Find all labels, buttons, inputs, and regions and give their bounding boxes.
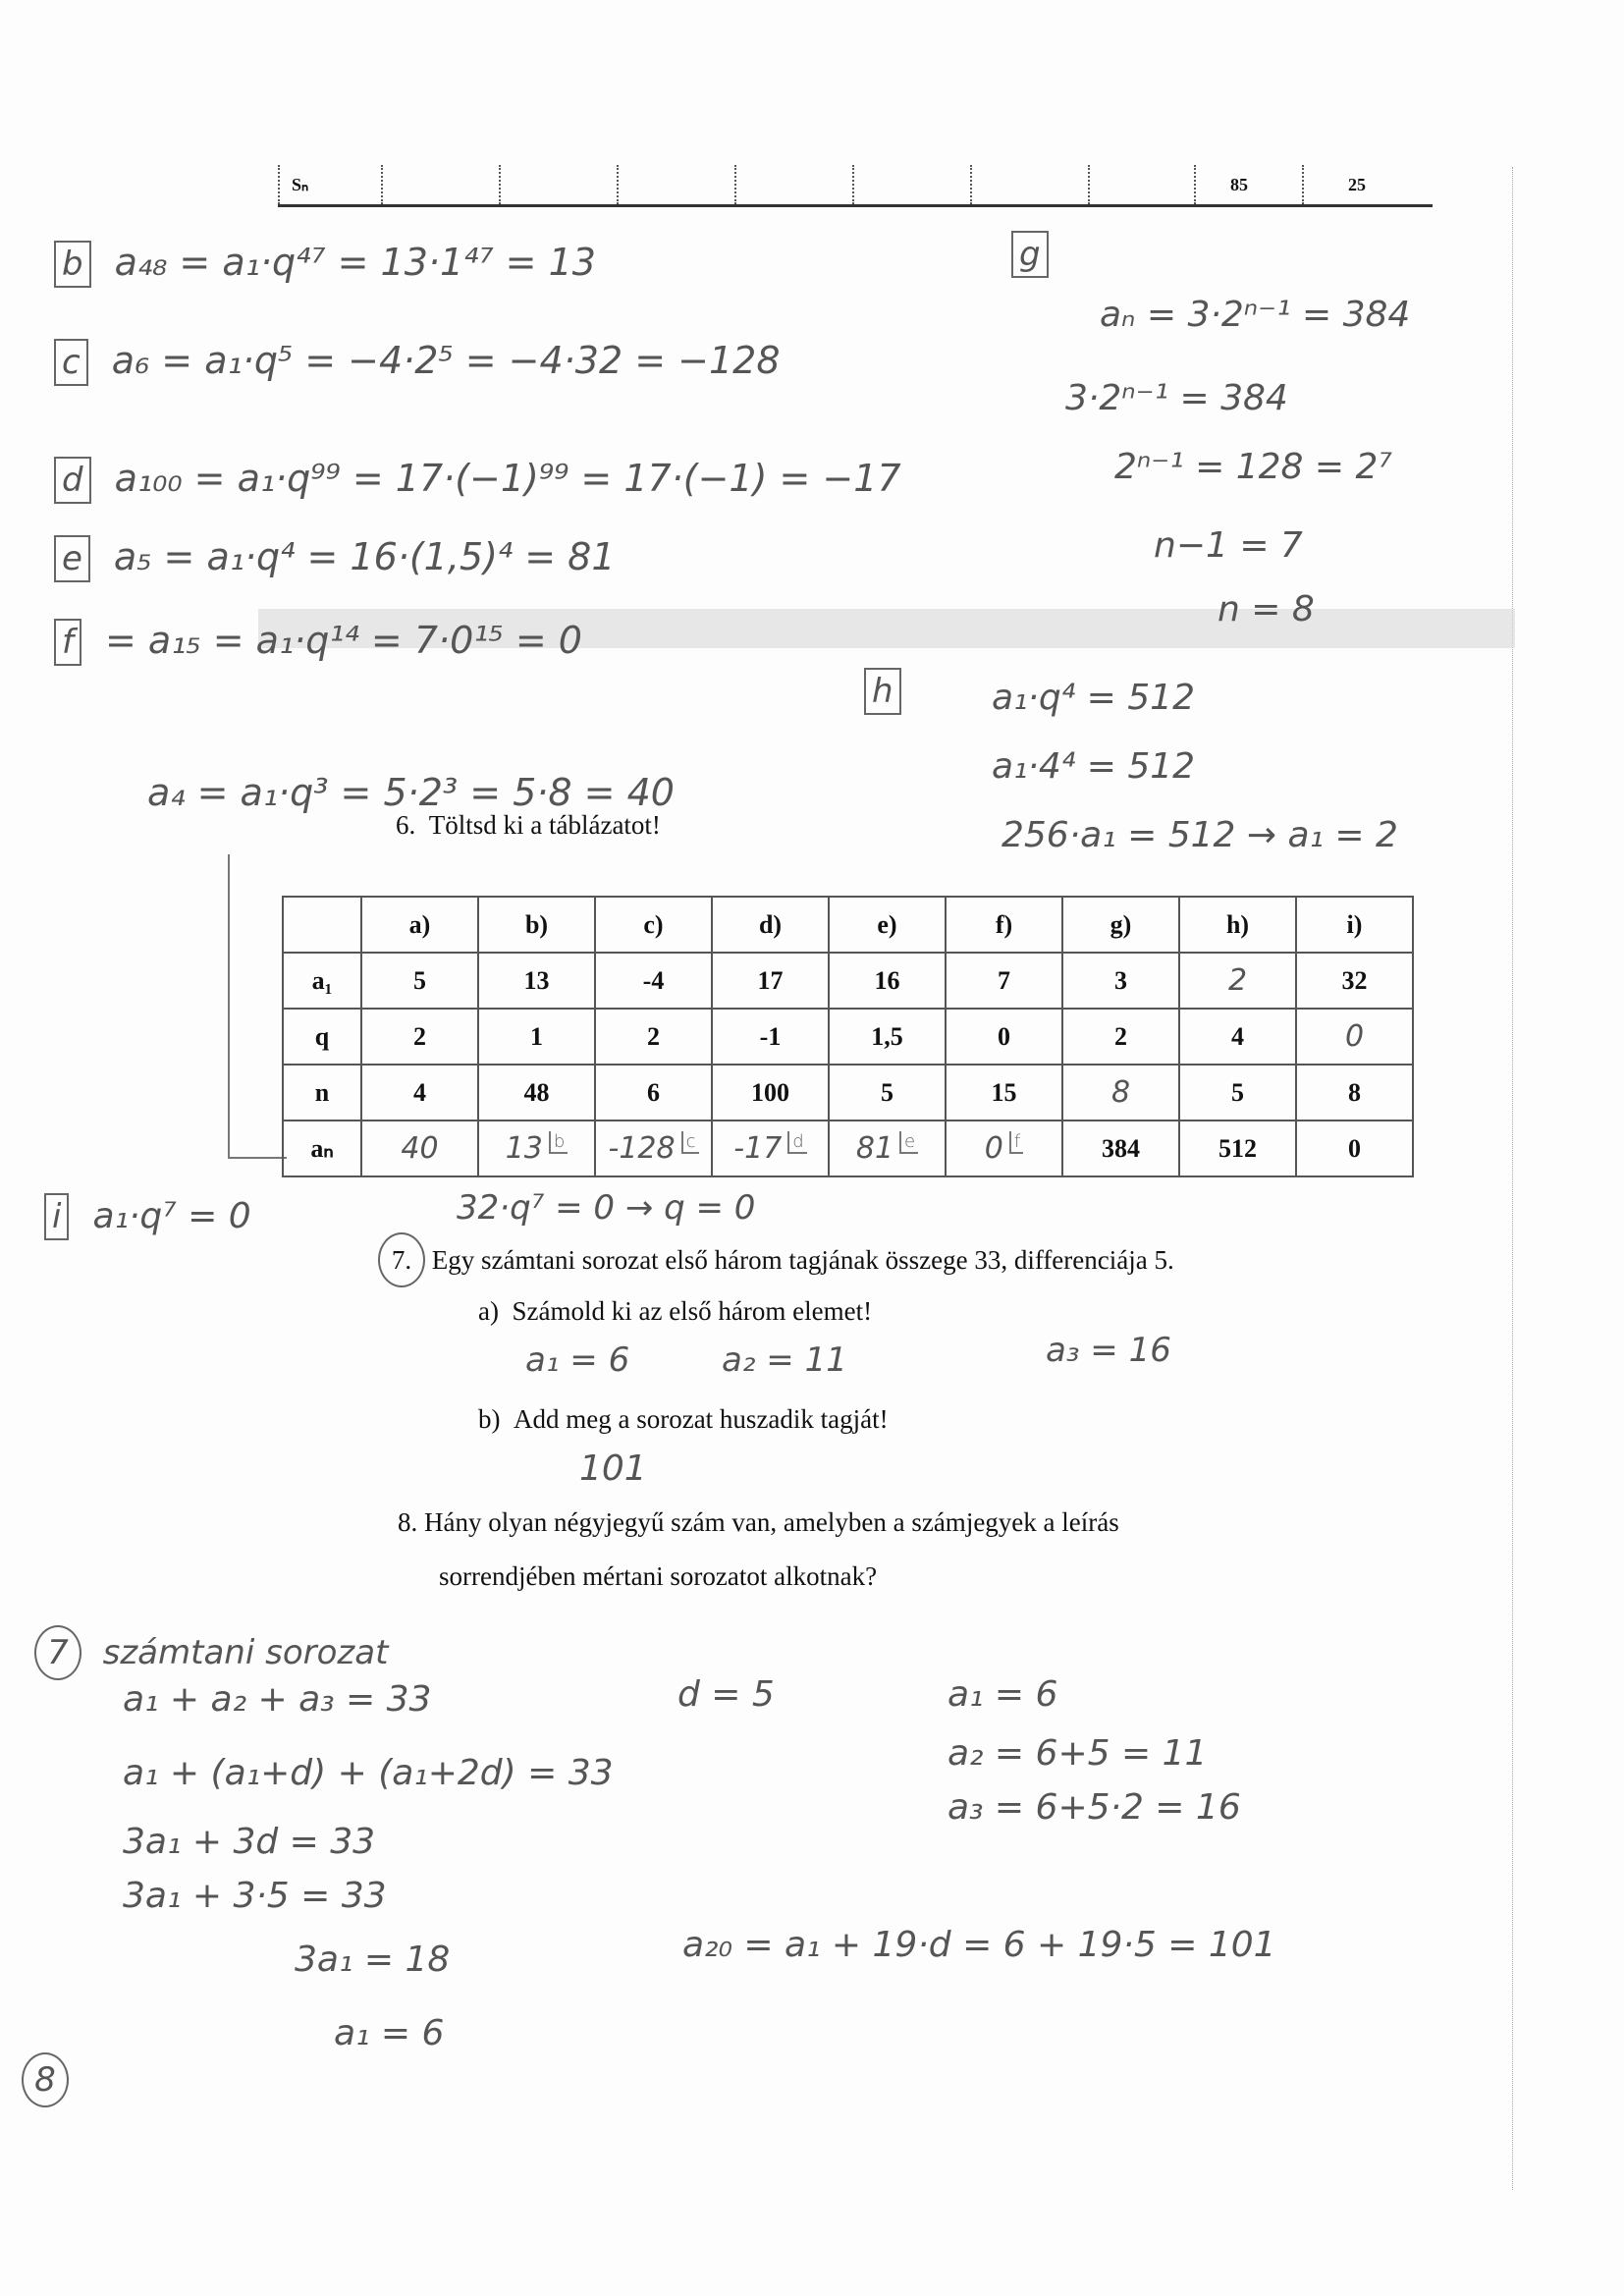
strip-cell — [970, 165, 1102, 204]
table-cell: 13 — [478, 953, 595, 1009]
table-cell-handwritten — [829, 1121, 946, 1176]
task7-heading — [378, 1232, 1174, 1287]
table-cell-handwritten — [478, 1121, 595, 1176]
solution-b — [54, 241, 596, 288]
tag-box: e — [54, 535, 90, 582]
table-row — [283, 1121, 1413, 1176]
solution-expr: a₁₀₀ = a₁·q⁹⁹ = 17·(−1)⁹⁹ = 17·(−1) = −17 — [114, 457, 901, 500]
task7a-answer: a₂ = 11 — [722, 1340, 847, 1380]
task-text: Egy számtani sorozat első három tagjának összege 33, differenciája 5. — [431, 1245, 1174, 1275]
table-header-cell: c) — [595, 897, 712, 953]
work7-right-line: a₃ = 6+5·2 = 16 — [947, 1787, 1241, 1828]
solution-i-expr2: 32·q⁷ = 0 → q = 0 — [457, 1188, 756, 1228]
table-header-cell: f) — [946, 897, 1062, 953]
work7-line: 3a₁ + 3d = 33 — [123, 1822, 376, 1862]
task7b-answer: 101 — [579, 1449, 647, 1489]
arrow-line — [228, 1157, 287, 1159]
table-cell: 4 — [361, 1065, 478, 1121]
table-cell-handwritten — [361, 1121, 478, 1176]
table-cell: 384 — [1062, 1121, 1179, 1176]
cell-value: -128 — [608, 1131, 676, 1166]
table-cell: 8 — [1296, 1065, 1413, 1121]
work7-right-line: a₁ = 6 — [947, 1674, 1058, 1715]
table-cell: 5 — [1179, 1065, 1296, 1121]
row-label: q — [283, 1009, 361, 1065]
solution-h-line: a₁·q⁴ = 512 — [992, 678, 1195, 718]
task-number-circled: 7. — [378, 1232, 425, 1287]
tag-mark: e — [899, 1131, 918, 1154]
work7-line: a₁ + a₂ + a₃ = 33 — [123, 1679, 432, 1720]
tag-box: f — [54, 619, 81, 666]
tag-box: i — [44, 1193, 69, 1240]
task8-line1 — [398, 1507, 1438, 1538]
solution-expr: a₆ = a₁·q⁵ = −4·2⁵ = −4·32 = −128 — [111, 339, 781, 382]
strip-cell — [1088, 165, 1208, 204]
table-header-cell: b) — [478, 897, 595, 953]
table-cell: 2 — [361, 1009, 478, 1065]
solution-h-line: a₁·4⁴ = 512 — [992, 746, 1196, 787]
task-number: 8. — [398, 1507, 418, 1537]
table-header-cell: h) — [1179, 897, 1296, 953]
table-header-cell: a) — [361, 897, 478, 953]
solution-expr: = a₁₅ = a₁·q¹⁴ = 7·0¹⁵ = 0 — [104, 619, 582, 662]
strip-cell — [734, 165, 866, 204]
cell-value: -17 — [733, 1131, 783, 1166]
solution-a: a₄ = a₁·q³ = 5·2³ = 5·8 = 40 — [147, 771, 675, 814]
subtask-text: Add meg a sorozat huszadik tagját! — [514, 1404, 889, 1434]
solution-expr: a₅ = a₁·q⁴ = 16·(1,5)⁴ = 81 — [113, 535, 616, 578]
tag-box: b — [54, 241, 91, 288]
tag-box: d — [54, 457, 91, 504]
work7-line: a₁ = 6 — [334, 2013, 445, 2053]
solution-g-line: 2ⁿ⁻¹ = 128 = 2⁷ — [1114, 447, 1392, 487]
table-cell: 100 — [712, 1065, 829, 1121]
strip-cell — [617, 165, 748, 204]
table-cell-handwritten — [712, 1121, 829, 1176]
task-number: 6. — [396, 810, 416, 840]
cell-value: 40 — [401, 1131, 439, 1166]
table-cell: 1,5 — [829, 1009, 946, 1065]
table-cell: 48 — [478, 1065, 595, 1121]
table-cell: 17 — [712, 953, 829, 1009]
solution-h-line: 256·a₁ = 512 → a₁ = 2 — [1001, 815, 1398, 855]
work7-d: d = 5 — [677, 1674, 775, 1715]
tag-circled: 7 — [34, 1625, 81, 1680]
cell-value: 0 — [984, 1131, 1003, 1166]
solution-i — [44, 1193, 251, 1240]
solution-f — [54, 619, 582, 666]
row-label: n — [283, 1065, 361, 1121]
work7-line: 3a₁ + 3·5 = 33 — [123, 1876, 387, 1916]
table-cell-handwritten — [595, 1121, 712, 1176]
work7-line: a₁ + (a₁+d) + (a₁+2d) = 33 — [123, 1753, 614, 1793]
solution-h-tag — [864, 668, 925, 715]
tag-mark: b — [549, 1131, 568, 1154]
tag-circled: 8 — [22, 2052, 69, 2107]
table-cell: 2 — [1062, 1009, 1179, 1065]
work7-line: 3a₁ = 18 — [295, 1940, 451, 1980]
task7a-answer: a₃ = 16 — [1046, 1331, 1171, 1370]
work7-heading — [34, 1625, 388, 1680]
task7a-answer: a₁ = 6 — [525, 1340, 630, 1380]
table-header-cell: d) — [712, 897, 829, 953]
row-label: aₙ — [283, 1121, 361, 1176]
solution-g-line: 3·2ⁿ⁻¹ = 384 — [1065, 378, 1288, 418]
tag-box: h — [864, 668, 901, 715]
work-title: számtani sorozat — [102, 1633, 389, 1672]
strip-cell — [381, 165, 513, 204]
solution-g-line: n = 8 — [1218, 589, 1315, 629]
strip-cell — [499, 165, 630, 204]
strip-cell — [852, 165, 984, 204]
solution-d — [54, 457, 901, 504]
table-cell: 0 — [946, 1009, 1062, 1065]
table-cell: 0 — [1296, 1121, 1413, 1176]
tag-mark: c — [681, 1131, 699, 1154]
table-cell: 4 — [1179, 1009, 1296, 1065]
sequence-table — [282, 896, 1414, 1177]
table-cell: 32 — [1296, 953, 1413, 1009]
table-cell: 2 — [595, 1009, 712, 1065]
work7-a20: a₂₀ = a₁ + 19·d = 6 + 19·5 = 101 — [682, 1925, 1276, 1965]
tag-mark: d — [787, 1131, 806, 1154]
tag-box: c — [54, 339, 88, 386]
table-cell: 6 — [595, 1065, 712, 1121]
table-cell: 512 — [1179, 1121, 1296, 1176]
table-header-cell — [283, 897, 361, 953]
subtask-text: Számold ki az első három elemet! — [512, 1296, 873, 1326]
solution-e — [54, 535, 616, 582]
tag-mark: f — [1009, 1131, 1023, 1154]
table-cell: 3 — [1062, 953, 1179, 1009]
strip-label: Sₙ — [278, 165, 395, 204]
task-text: Töltsd ki a táblázatot! — [428, 810, 661, 840]
work7-right-line: a₂ = 6+5 = 11 — [947, 1733, 1208, 1774]
solution-g-tag — [1011, 231, 1072, 278]
solution-g-line: aₙ = 3·2ⁿ⁻¹ = 384 — [1100, 295, 1411, 335]
solution-expr: a₁·q⁷ = 0 — [92, 1196, 251, 1236]
task8-line2: sorrendjében mértani sorozatot alkotnak? — [439, 1561, 878, 1591]
table-cell: 5 — [361, 953, 478, 1009]
table-header-cell: i) — [1296, 897, 1413, 953]
tag-box: g — [1011, 231, 1049, 278]
task-text: Hány olyan négyjegyű szám van, amelyben a számjegyek a leírás — [424, 1507, 1119, 1537]
subtask-label: b) — [478, 1404, 501, 1434]
strip-cell: 25 — [1302, 165, 1430, 204]
table-cell: 5 — [829, 1065, 946, 1121]
work8-heading — [22, 2052, 69, 2107]
table-row — [283, 1065, 1413, 1121]
task7b — [478, 1404, 889, 1435]
solution-expr: a₄₈ = a₁·q⁴⁷ = 13·1⁴⁷ = 13 — [114, 241, 596, 284]
table-cell: 15 — [946, 1065, 1062, 1121]
table-cell: 7 — [946, 953, 1062, 1009]
table-cell-handwritten: 2 — [1179, 953, 1296, 1009]
table-cell: -1 — [712, 1009, 829, 1065]
task7a — [478, 1296, 872, 1327]
cell-value: 81 — [855, 1131, 894, 1166]
table-cell: -4 — [595, 953, 712, 1009]
table-cell-handwritten — [946, 1121, 1062, 1176]
row-label: a₁ — [283, 953, 361, 1009]
previous-table-bottom-row — [278, 165, 1433, 207]
subtask-label: a) — [478, 1296, 499, 1326]
arrow-line — [228, 854, 230, 1159]
table-row — [283, 1009, 1413, 1065]
table-header-cell: e) — [829, 897, 946, 953]
table-header-cell: g) — [1062, 897, 1179, 953]
table-cell: 16 — [829, 953, 946, 1009]
strip-cell: 85 — [1194, 165, 1302, 204]
table-cell-handwritten: 0 — [1296, 1009, 1413, 1065]
table-header-row — [283, 897, 1413, 953]
table-cell: 1 — [478, 1009, 595, 1065]
solution-g-line: n−1 = 7 — [1154, 525, 1303, 566]
table-cell-handwritten: 8 — [1062, 1065, 1179, 1121]
cell-value: 13 — [505, 1131, 543, 1166]
table-row — [283, 953, 1413, 1009]
solution-c — [54, 339, 781, 386]
task6-heading — [396, 810, 661, 841]
page-edge-line — [1512, 167, 1513, 2190]
